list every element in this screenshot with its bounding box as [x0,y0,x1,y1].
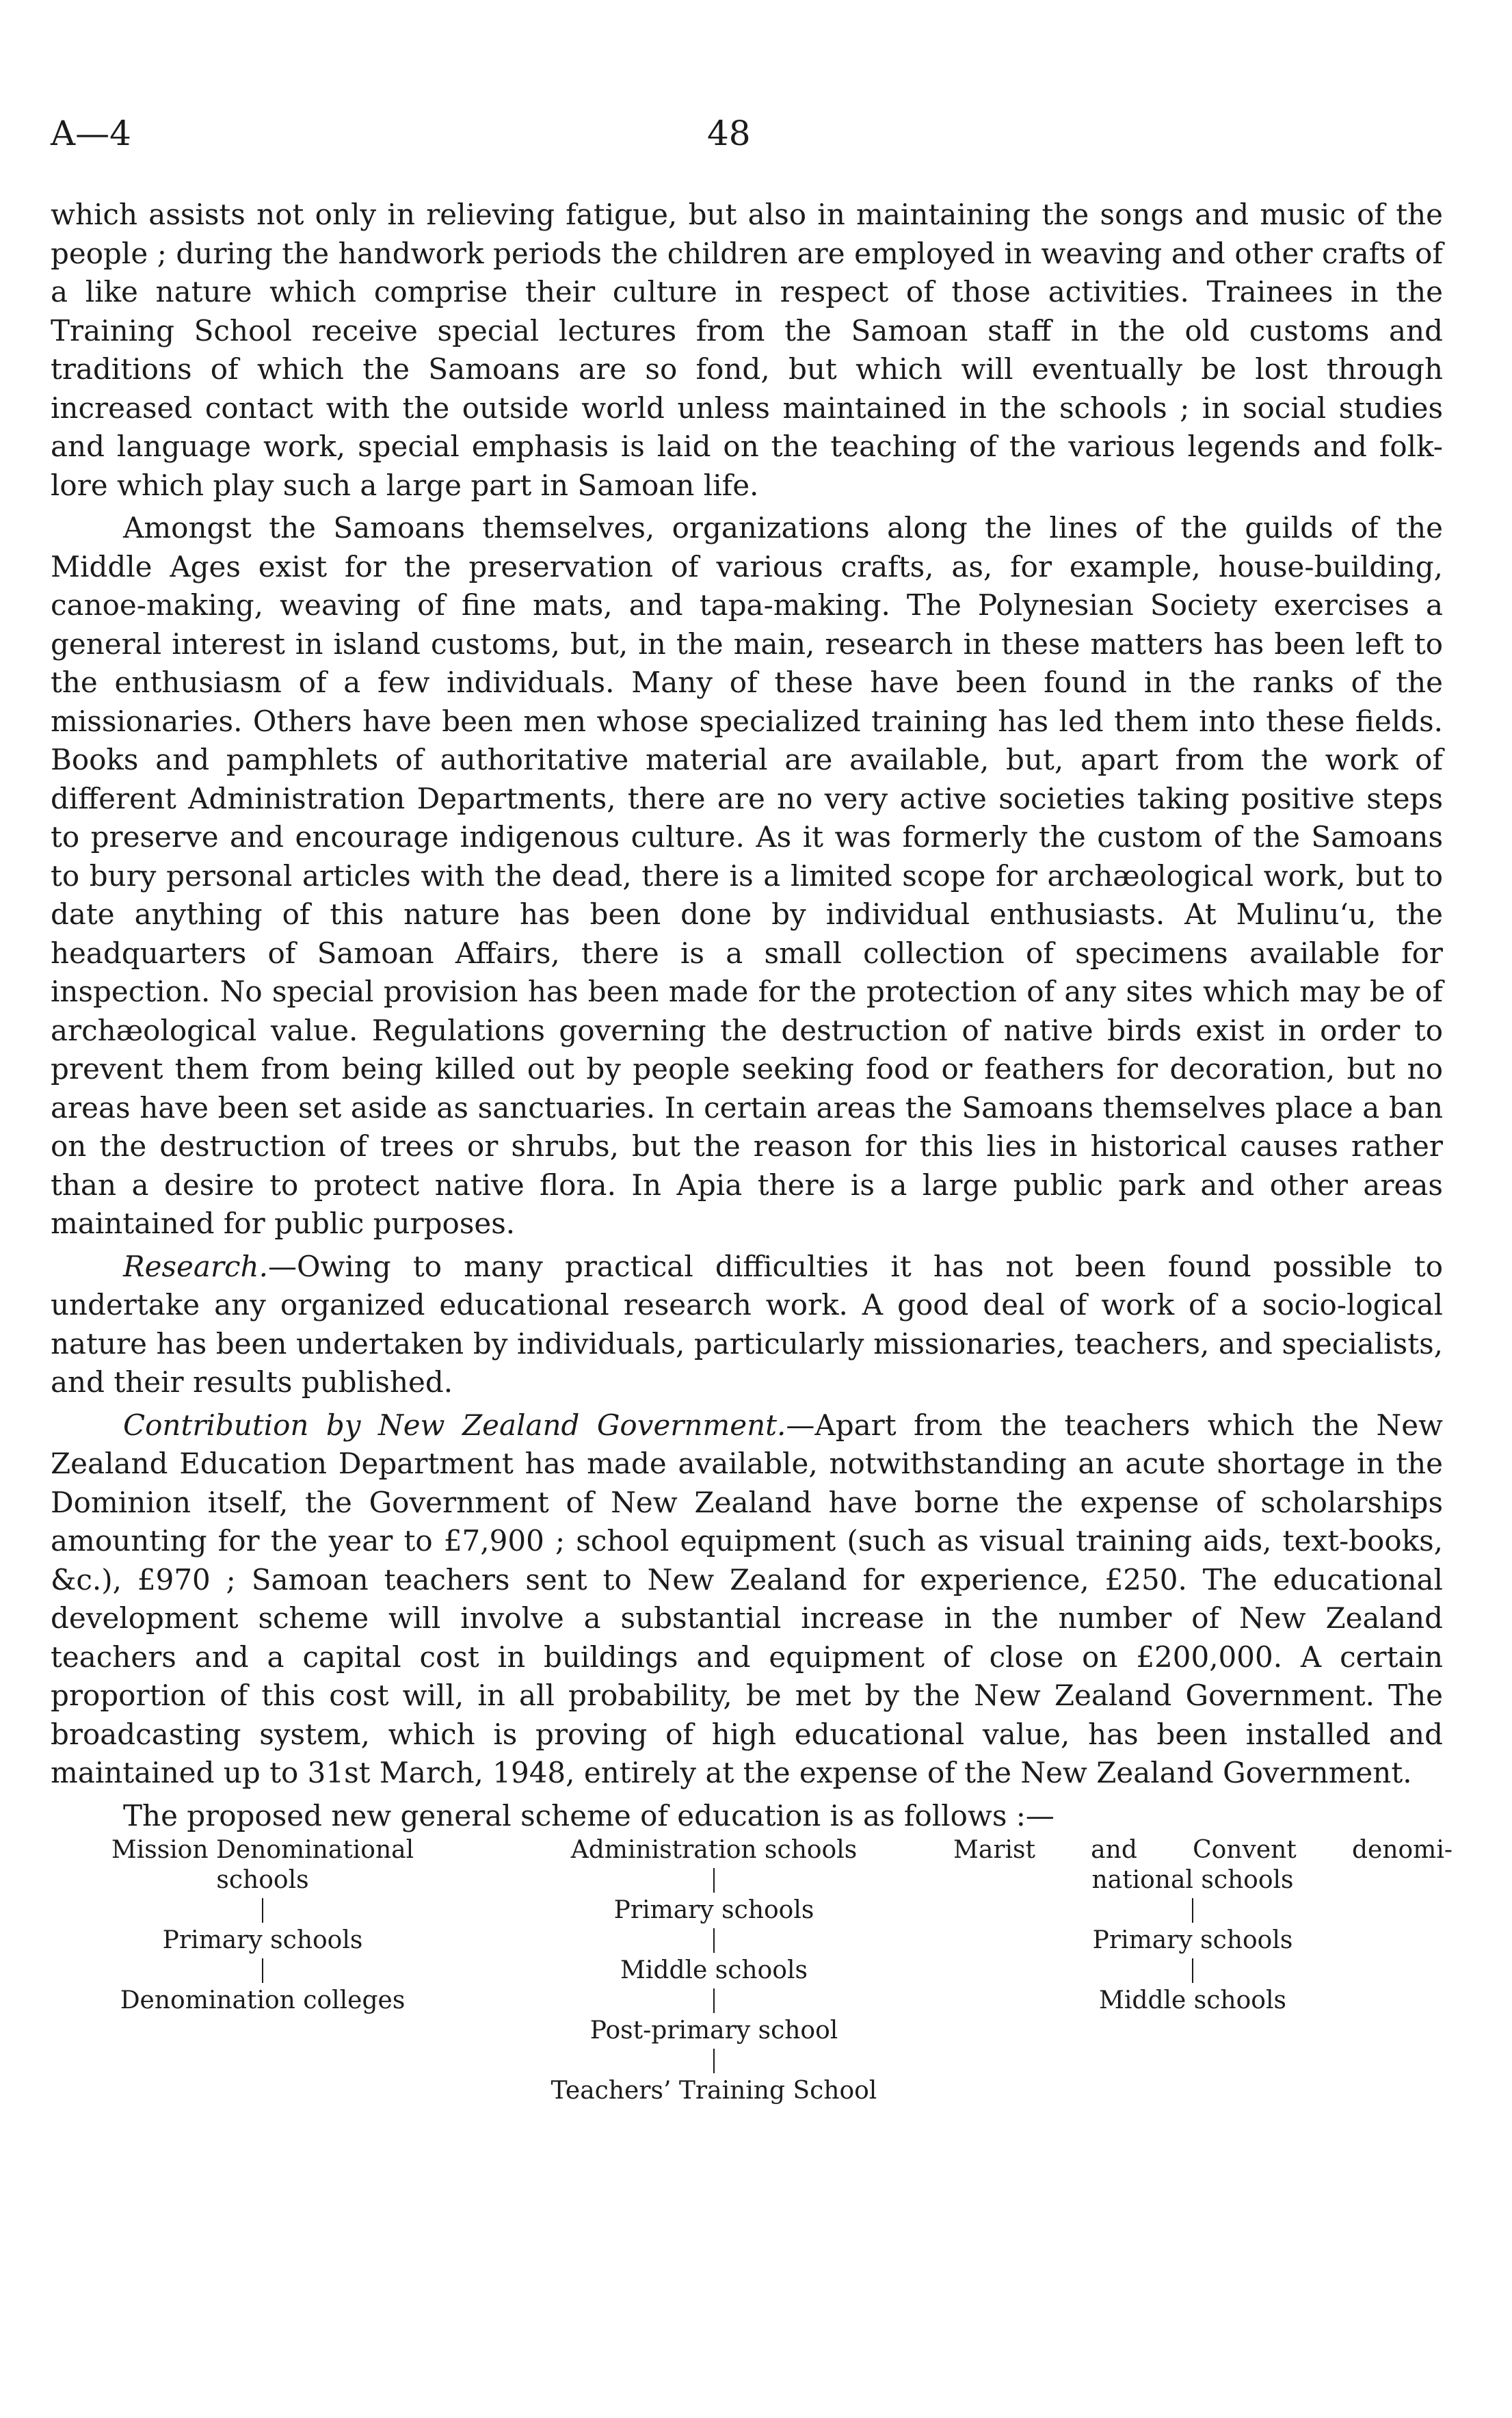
paragraph-1: which assists not only in relieving fatigue, but also in maintaining the songs and music of the people ; during the handwork periods the children are employed in weaving and other crafts of a like nature which comprise their culture in respect of those activities. Trainees in the Training School receive special lectures from the Samoan staff in the old customs and traditions of which the Samoans are so fond, but which will eventually be lost through increased contact with the outside world unless maintained in the schools ; in social studies and language work, special emphasis is laid on the teaching of the various legends and folk-lore which play such a large part in Samoan life. [51,198,1443,502]
scheme-node-marist-middle: Middle schools [1099,1986,1286,2014]
connector-line [713,1988,715,2013]
scheme-head-mission: Mission Denominational schools [111,1836,414,1894]
scheme-node-mission-primary: Primary schools [162,1926,363,1954]
scheme-head-marist-line1: Marist and Convent denomi- [953,1836,1453,1864]
connector-line [713,2049,715,2073]
connector-line [1192,1958,1193,1983]
connector-line [1192,1898,1193,1923]
paragraph-contribution-text: —Apart from the teachers which the New Zealand Education Department has made available, notwithstanding an acute shortage in the Dominion itself, the Government of New Zealand have borne the expense of scholarships amounting for the year to £7,900 ; school equipment (such as visual training aids, text-books, &c.), £970 ; Samoan teachers sent to New Zealand for experience, £250. The educational development scheme will involve a substantial increase in the number of New Zealand teachers and a capital cost in buildings and equipment of close on £200,000. A certain proportion of this cost will, in all probability, be met by the New Zealand Government. The broadcasting system, which is proving of high educational value, has been installed and maintained up to 31st March, 1948, entirely at the expense of the New Zealand Government. [51,1408,1443,1789]
paragraph-2: Amongst the Samoans themselves, organizations along the lines of the guilds of the Middle Ages exist for the preservation of various crafts, as, for example, house-building, canoe-making, weaving of fine mats, and tapa-making. The Polynesian Society exercises a general interest in island customs, but, in the main, research in these matters has been left to the enthusiasm of a few individuals. Many of these have been found in the ranks of the missionaries. Others have been men whose specialized training has led them into these fields. Books and pamphlets of authoritative material are available, but, apart from the work of different Administration Departments, there are no very active societies taking positive steps to preserve and encourage indigenous culture. As it was formerly the custom of the Samoans to bury personal articles with the dead, there is a limited scope for archæological work, but to date anything of this nature has been done by individual enthusiasts. At Mulinu‘u, the headquarters of Samoan Affairs, there is a small collection of specimens available for inspection. No special provision has been made for the protection of any sites which may be of archæological value. Regulations governing the destruction of native birds exist in order to prevent them from being killed out by people seeking food or feathers for decoration, but no areas have been set aside as sanctuaries. In certain areas the Samoans themselves place a ban on the destruction of trees or shrubs, but the reason for this lies in historical causes rather than a desire to protect native flora. In Apia there is a large public park and other areas maintained for public purposes. [51,511,1443,1240]
document-reference: A—4 [51,114,131,153]
paragraph-contribution [51,1406,1443,1793]
connector-line [262,1898,263,1923]
scheme-node-admin-middle: Middle schools [620,1956,808,1984]
scheme-column-marist [933,1835,1453,2016]
scheme-node-marist-primary: Primary schools [1092,1926,1293,1954]
connector-line [262,1958,263,1983]
connector-line [713,1928,715,1953]
body-text [51,196,1443,1835]
education-scheme-diagram [51,1835,1453,2164]
paragraph-research-text: —Owing to many practical difficulties it has not been found possible to undertake any organized educational research work. A good deal of work of a socio-logical nature has been undertaken by individuals, particularly missionaries, teachers, and specialists, and their results published. [51,1249,1443,1399]
paragraph-scheme-intro: The proposed new general scheme of education is as follows :— [123,1798,1055,1832]
scheme-column-administration [529,1835,899,2106]
paragraph-research-lead: Research. [123,1249,268,1283]
scheme-column-mission [92,1835,434,2016]
scheme-node-admin-post-primary: Post-primary school [589,2016,838,2045]
scheme-head-marist-line2: national schools [1091,1866,1294,1894]
page-number: 48 [707,114,751,153]
scheme-node-mission-colleges: Denomination colleges [120,1986,406,2014]
scheme-node-admin-training: Teachers’ Training School [551,2077,877,2105]
document-page [51,109,1453,2164]
scheme-head-administration: Administration schools [570,1836,858,1864]
paragraph-contribution-lead: Contribution by New Zealand Government. [123,1408,786,1442]
connector-line [713,1868,715,1893]
scheme-node-admin-primary: Primary schools [613,1896,814,1924]
page-header [51,109,1443,164]
paragraph-research [51,1248,1443,1402]
